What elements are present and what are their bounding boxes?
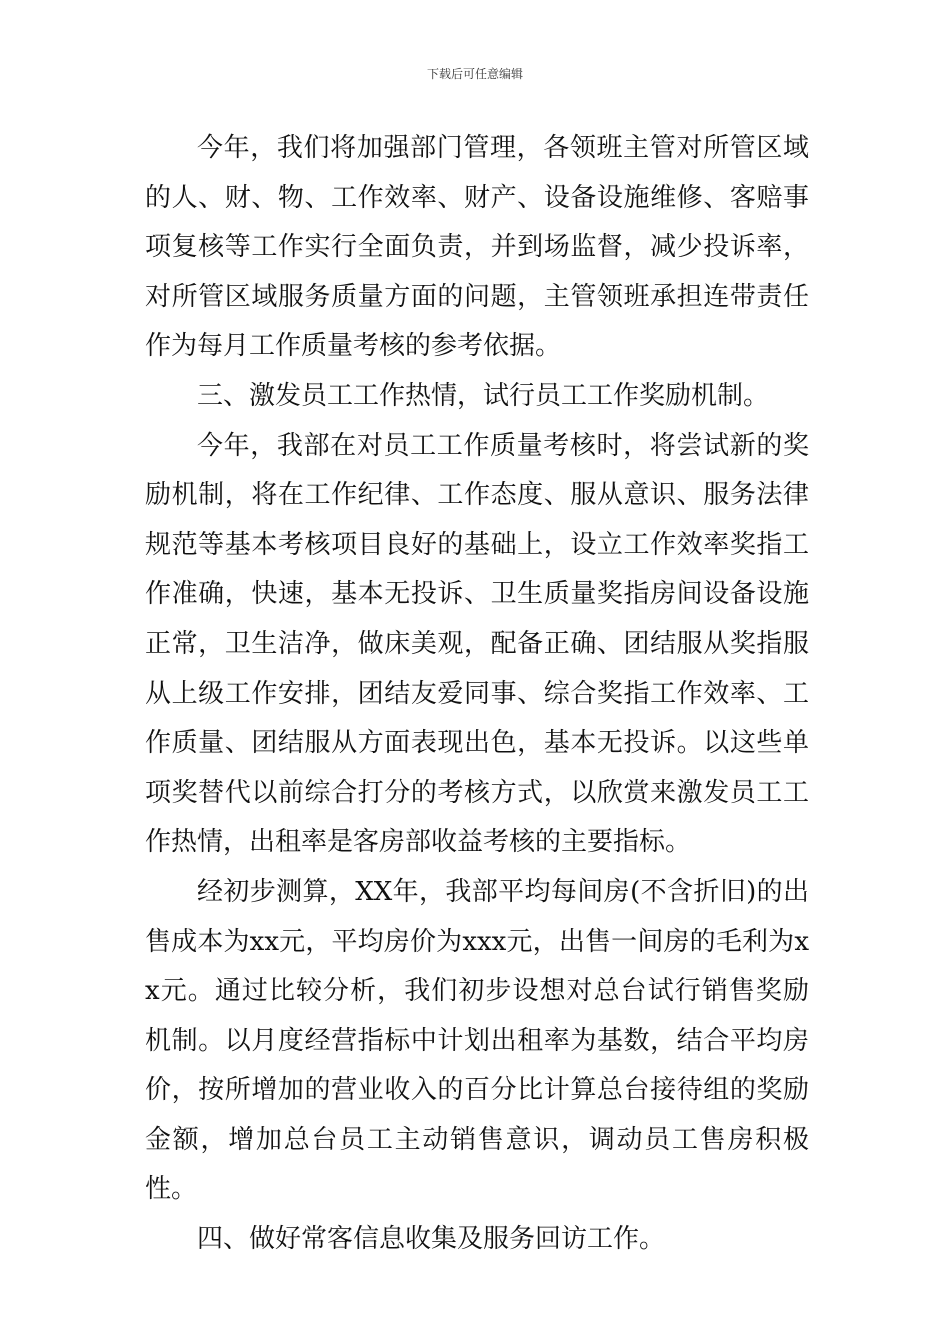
section-heading-4: 四、做好常客信息收集及服务回访工作。 (197, 1224, 666, 1255)
document-body (145, 124, 809, 1265)
paragraph-3: 经初步测算，XX年，我部平均每间房(不含折旧)的出售成本为xx元，平均房价为xxx元，出售一间房的毛利为xx元。通过比较分析，我们初步设想对总台试行销售奖励机制。以月度经营指标中计划出租率为基数，结合平均房价，按所增加的营业收入的百分比计算总台接待组的奖励金额，增加总台员工主动销售意识，调动员工售房积极性。 (145, 876, 809, 1205)
paragraph-2: 今年，我部在对员工工作质量考核时，将尝试新的奖励机制，将在工作纪律、工作态度、服从意识、服务法律规范等基本考核项目良好的基础上，设立工作效率奖指工作准确，快速，基本无投诉、卫生质量奖指房间设备设施正常，卫生洁净，做床美观，配备正确、团结服从奖指服从上级工作安排，团结友爱同事、综合奖指工作效率、工作质量、团结服从方面表现出色，基本无投诉。以这些单项奖替代以前综合打分的考核方式，以欣赏来激发员工工作热情，出租率是客房部收益考核的主要指标。 (145, 430, 809, 858)
page-header: 下载后可任意编辑 (426, 67, 523, 81)
section-heading-3: 三、激发员工工作热情，试行员工工作奖励机制。 (197, 380, 770, 411)
paragraph-1: 今年，我们将加强部门管理，各领班主管对所管区域的人、财、物、工作效率、财产、设备设施维修、客赔事项复核等工作实行全面负责，并到场监督，减少投诉率，对所管区域服务质量方面的问题，主管领班承担连带责任作为每月工作质量考核的参考依据。 (145, 133, 809, 362)
